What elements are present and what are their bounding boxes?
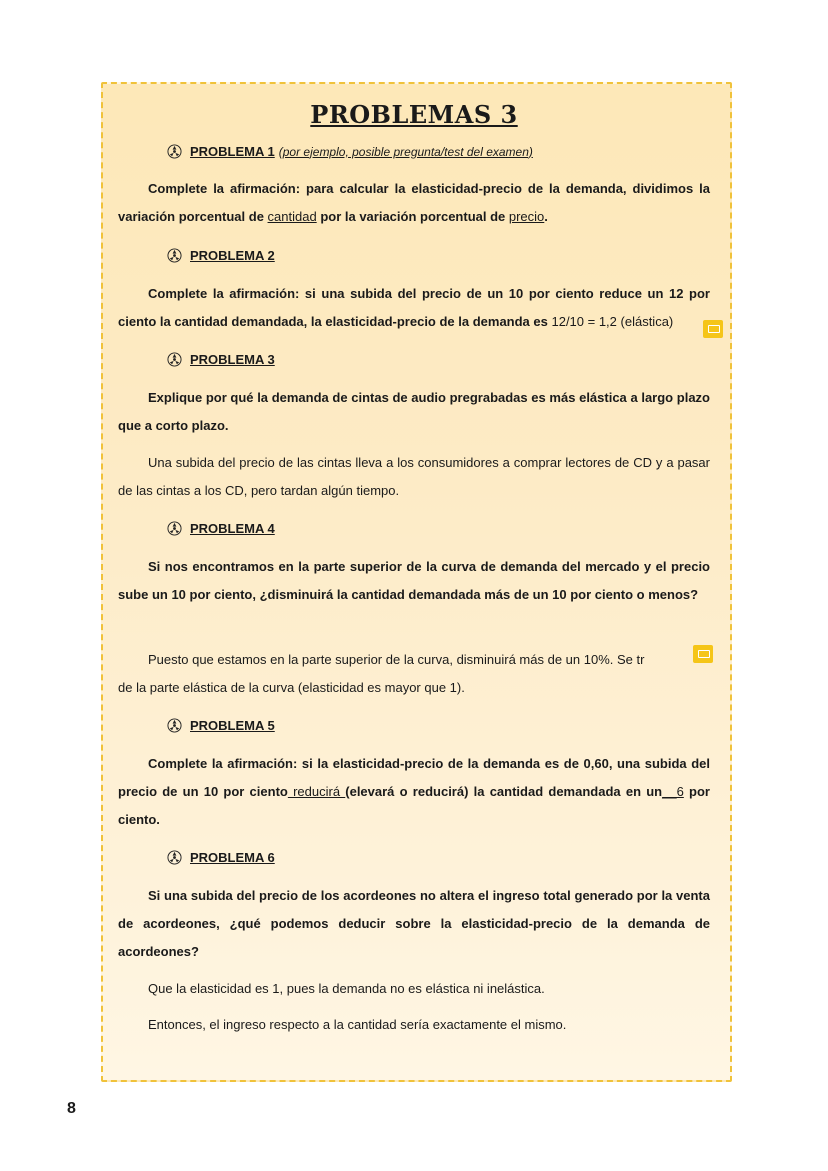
biohazard-icon — [167, 521, 182, 536]
problem-4-answer: Puesto que estamos en la parte superior de la curva, disminuirá más de un 10%. Se tr — [148, 652, 645, 667]
problem-4-question: Si nos encontramos en la parte superior de la curva de demanda del mercado y el precio sube un 10 por ciento, ¿disminuirá la cantidad demandada más de un 10 por ciento o menos? — [118, 559, 710, 602]
answer-cantidad: cantidad — [267, 209, 317, 224]
biohazard-icon — [167, 718, 182, 733]
problem-2-heading: PROBLEMA 2 — [167, 248, 275, 263]
problem-2-answer: 12/10 = 1,2 (elástica) — [551, 314, 674, 329]
problem-5-text: Complete la afirmación: si la elasticidad-precio de la demanda es de 0,60, una subida del precio de un 10 por ciento reducirá (elevará o reducirá) la cantidad demandada en un__6 por ciento. — [118, 756, 710, 827]
biohazard-icon — [167, 352, 182, 367]
problem-3-answer: Una subida del precio de las cintas lleva a los consumidores a comprar lectores de CD y a pasar de las cintas a los CD, pero tardan algún tiempo. — [118, 455, 710, 498]
problem-5-heading: PROBLEMA 5 — [167, 718, 275, 733]
problem-2-text: Complete la afirmación: si una subida del precio de un 10 por ciento reduce un 12 por ciento la cantidad demandada, la elasticidad-precio de la demanda es 12/10 = 1,2 (elástica) — [118, 286, 710, 329]
problem-4-answer-cont: de la parte elástica de la curva (elasticidad es mayor que 1). — [118, 680, 465, 695]
page-title: PROBLEMAS 3 — [310, 100, 518, 129]
problem-6-answer-2: Entonces, el ingreso respecto a la cantidad sería exactamente el mismo. — [148, 1017, 567, 1032]
problem-1-text: Complete la afirmación: para calcular la elasticidad-precio de la demanda, dividimos la variación porcentual de cantidad por la variación porcentual de precio. — [118, 181, 710, 224]
biohazard-icon — [167, 248, 182, 263]
comment-icon[interactable] — [703, 320, 723, 338]
problem-1-note: (por ejemplo, posible pregunta/test del examen) — [278, 144, 533, 159]
problem-6-heading: PROBLEMA 6 — [167, 850, 275, 865]
problem-6-question: Si una subida del precio de los acordeones no altera el ingreso total generado por la venta de acordeones, ¿qué podemos deducir sobre la elasticidad-precio de la demanda de acordeones? — [118, 888, 710, 959]
comment-icon[interactable] — [693, 645, 713, 663]
problem-4-heading: PROBLEMA 4 — [167, 521, 275, 536]
biohazard-icon — [167, 850, 182, 865]
problem-3-question: Explique por qué la demanda de cintas de audio pregrabadas es más elástica a largo plazo que a corto plazo. — [118, 390, 710, 433]
biohazard-icon — [167, 144, 182, 159]
problem-6-answer-1: Que la elasticidad es 1, pues la demanda no es elástica ni inelástica. — [148, 981, 545, 996]
problem-1-heading: PROBLEMA 1 (por ejemplo, posible pregunta/test del examen) — [167, 144, 533, 159]
answer-6: __6 — [662, 784, 684, 799]
answer-precio: precio — [508, 209, 545, 224]
answer-reducira: reducirá — [287, 784, 346, 799]
page-number: 8 — [67, 1100, 76, 1117]
problem-3-heading: PROBLEMA 3 — [167, 352, 275, 367]
